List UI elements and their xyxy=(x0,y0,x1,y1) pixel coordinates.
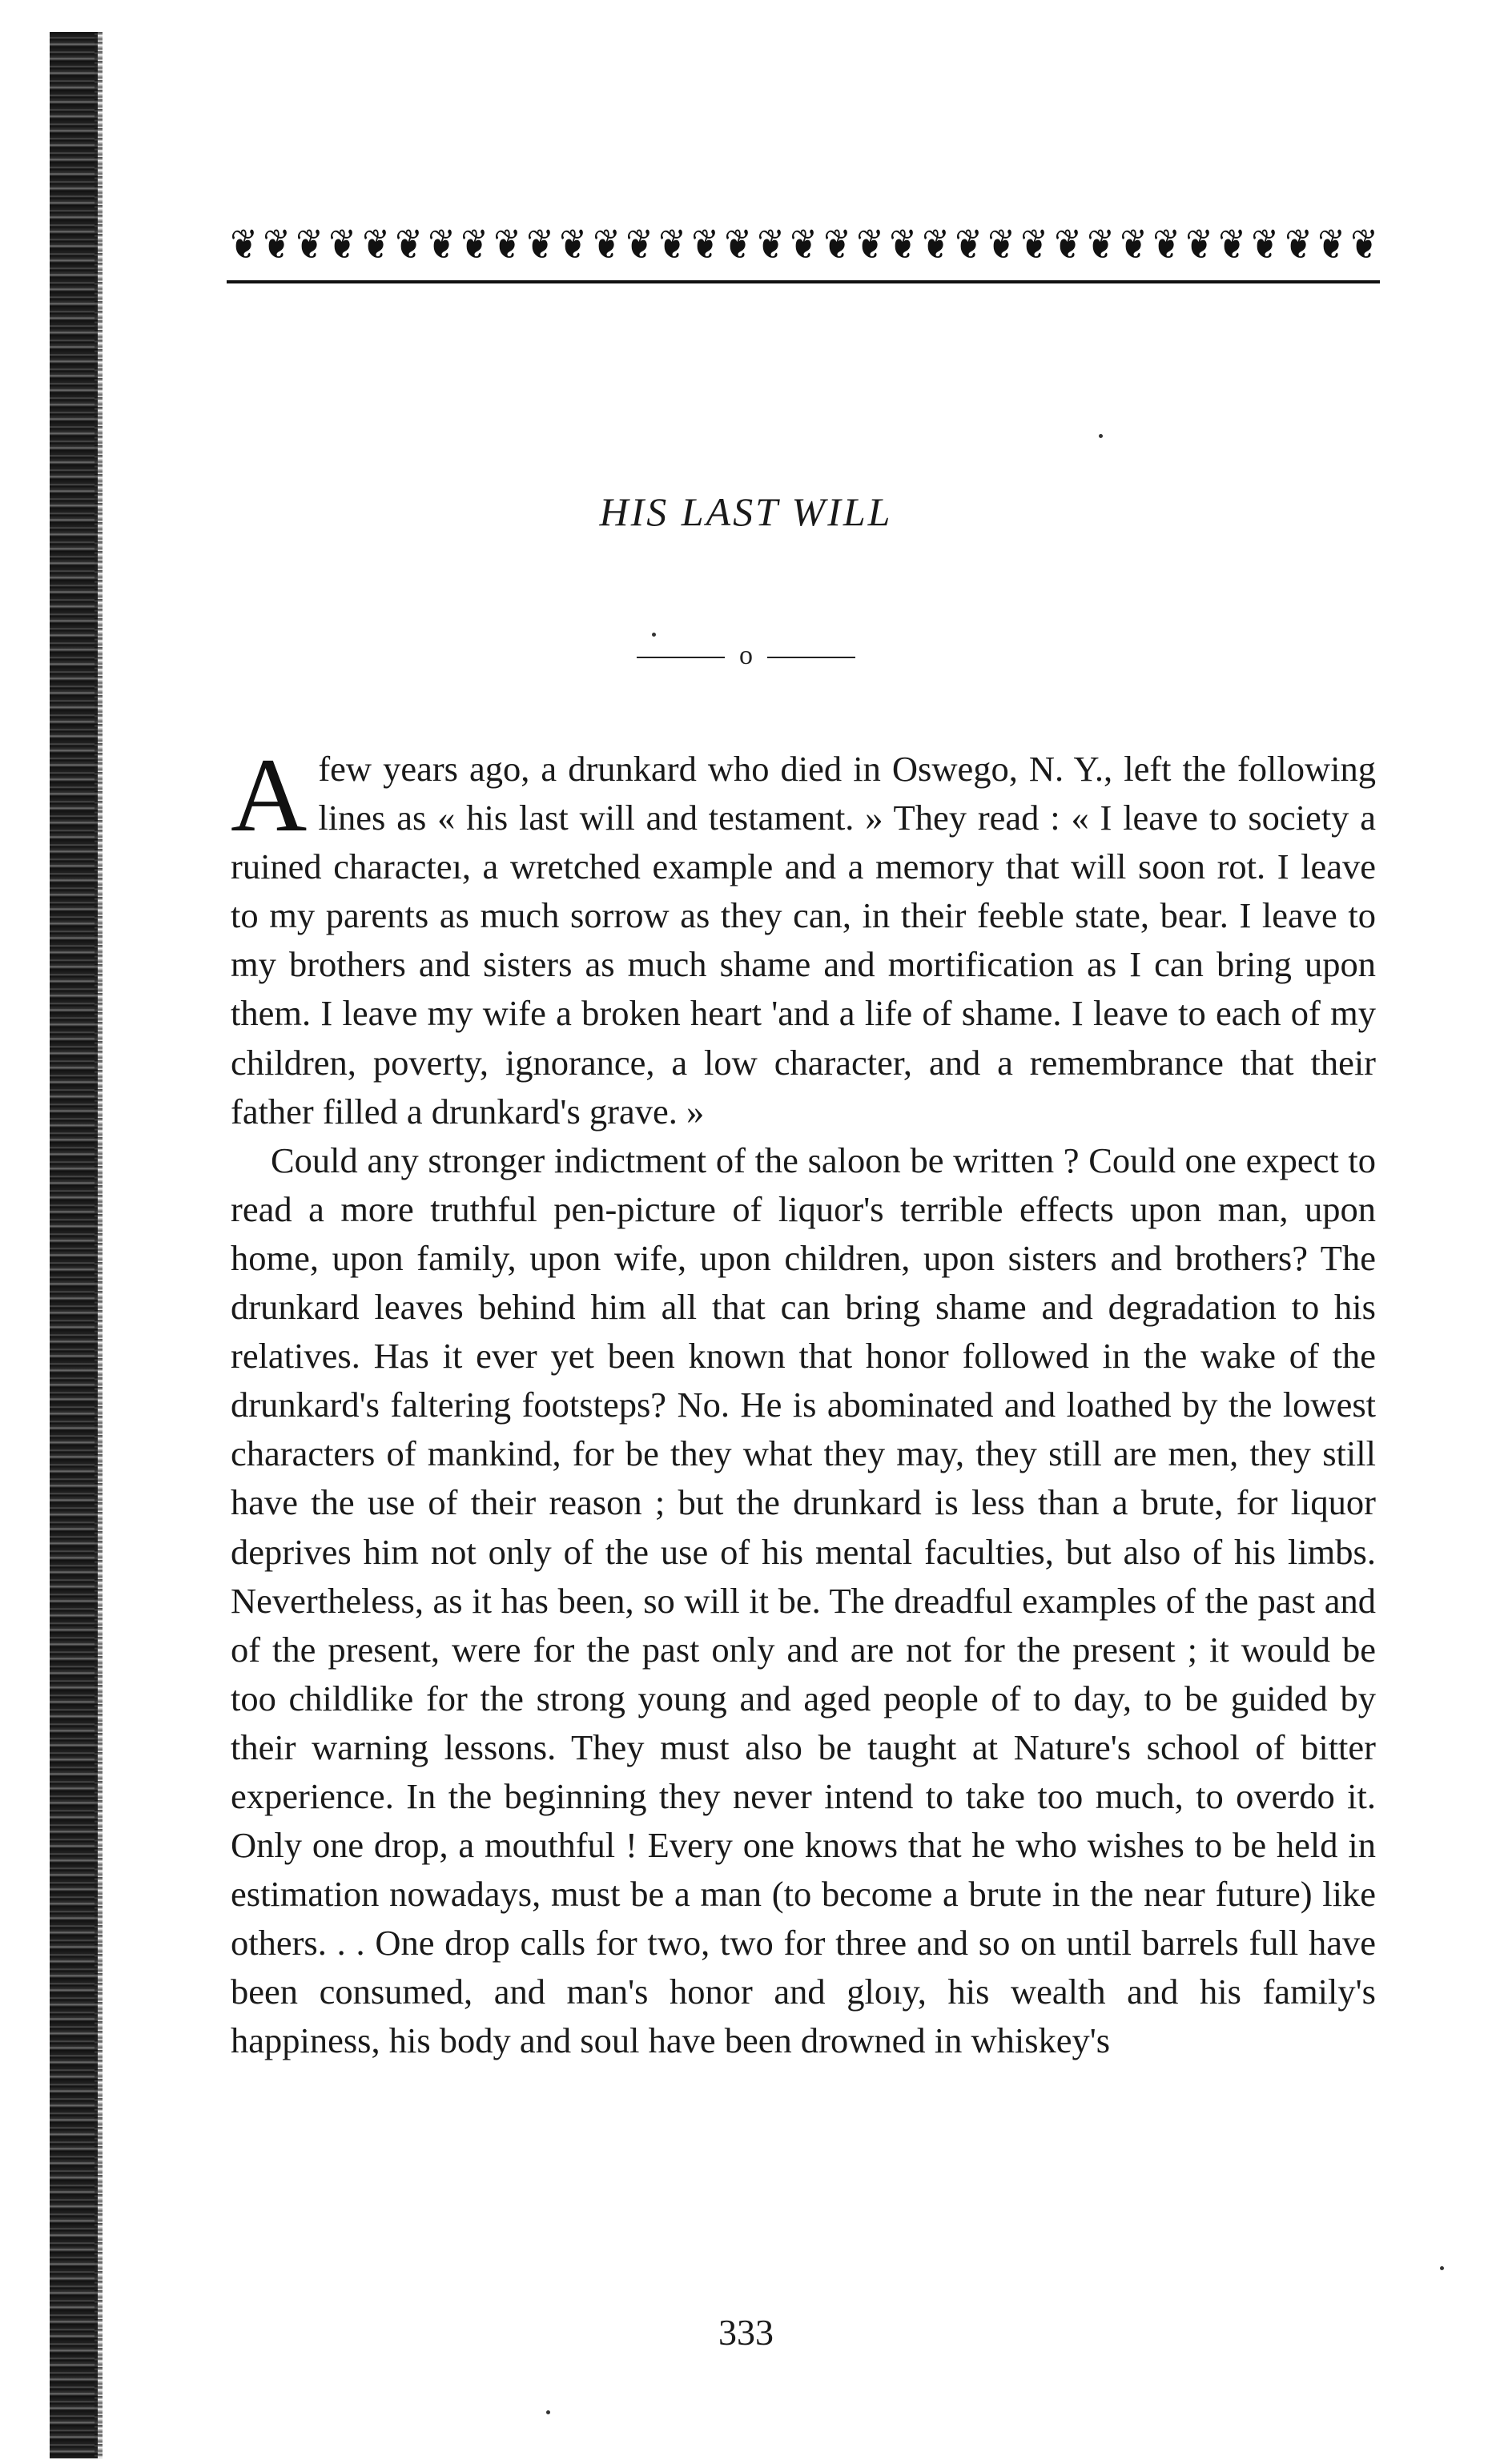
ornament-flourish-icon: ❦ xyxy=(757,221,785,269)
ornament-flourish-icon: ❦ xyxy=(1087,221,1115,269)
paragraph-1-text: few years ago, a drunkard who died in Oswego, N. Y., left the following lines as « his last will and testament. » They read : « I leave to society a ruined characteı, a wretched example and a memory that will soon rot. I leave to my parents as much sorrow as they can, in their feeble state, bear. I leave to my brothers and sisters as much shame and mortification as I can bring upon them. I leave my wife a broken heart 'and a life of shame. I leave to each of my children, poverty, ignorance, a low character, and a remembrance that their father filled a drunkard's grave. » xyxy=(231,749,1376,1132)
ornament-flourish-icon: ❦ xyxy=(296,221,324,269)
ornament-flourish-icon: ❦ xyxy=(1020,221,1048,269)
divider-dash-right xyxy=(767,657,855,658)
ornament-flourish-icon: ❦ xyxy=(526,221,554,269)
book-spine-edge xyxy=(50,32,98,2458)
ornament-flourish-icon: ❦ xyxy=(428,221,456,269)
print-speck xyxy=(546,2410,550,2414)
ornament-flourish-icon: ❦ xyxy=(856,221,884,269)
ornament-flourish-icon: ❦ xyxy=(823,221,851,269)
ornament-flourish-icon: ❦ xyxy=(625,221,654,269)
paragraph-1 xyxy=(231,736,1376,1136)
ornament-flourish-icon: ❦ xyxy=(1317,221,1345,269)
ornament-flourish-icon: ❦ xyxy=(1251,221,1279,269)
ornament-flourish-icon: ❦ xyxy=(889,221,917,269)
chapter-title: HIS LAST WILL xyxy=(599,489,893,534)
ornament-flourish-icon: ❦ xyxy=(362,221,390,269)
ornament-flourish-icon: ❦ xyxy=(559,221,587,269)
ornament-flourish-icon: ❦ xyxy=(1350,221,1378,269)
divider-mark: o xyxy=(739,641,753,670)
ornament-flourish-icon: ❦ xyxy=(691,221,719,269)
print-speck xyxy=(1099,434,1103,438)
ornament-flourish-icon: ❦ xyxy=(593,221,621,269)
ornament-flourish-icon: ❦ xyxy=(460,221,489,269)
drop-cap: A xyxy=(231,736,308,854)
ornament-flourish-icon: ❦ xyxy=(263,221,291,269)
ornament-flourish-icon: ❦ xyxy=(395,221,423,269)
header-ornament-band xyxy=(227,210,1380,269)
paragraph-2 xyxy=(231,1136,1376,2066)
ornament-flourish-icon: ❦ xyxy=(790,221,818,269)
ornament-flourish-icon: ❦ xyxy=(922,221,950,269)
divider-dash-left xyxy=(637,657,725,658)
ornament-flourish-icon: ❦ xyxy=(493,221,521,269)
ornament-flourish-icon: ❦ xyxy=(1185,221,1213,269)
ornament-flourish-icon: ❦ xyxy=(658,221,686,269)
ornament-flourish-icon: ❦ xyxy=(1120,221,1148,269)
print-speck xyxy=(1440,2266,1444,2270)
paragraph-2-text: Could any stronger indictment of the saloon be written ? Could one expect to read a more truthful pen-picture of liquor's terrible effects upon man, upon home, upon family, upon wife, upon children, upon sisters and brothers? The drunkard leaves behind him all that can bring shame and degradation to his relatives. Has it ever yet been known that honor followed in the wake of the drunkard's faltering footsteps? No. He is abominated and loathed by the lowest characters of mankind, for be they what they may, they still are men, they still have the use of their reason ; but the drunkard is less than a brute, for liquor deprives him not only of the use of his mental faculties, but also of his limbs. Nevertheless, as it has been, so will it be. The dreadful examples of the past and of the present, were for the past only and are not for the present ; it would be too childlike for the strong young and aged people of to day, to be guided by their warning lessons. They must also be taught at Nature's school of bitter experience. In the beginning they never intend to take too much, to overdo it. Only one drop, a mouthful ! Every one knows that he who wishes to be held in estimation nowadays, must be a man (to become a brute in the near future) like others. . . One drop calls for two, two for three and so on until barrels full have been consumed, and man's honor and gloıy, his wealth and his family's happiness, his body and soul have been drowned in whiskey's xyxy=(231,1140,1376,2061)
ornament-flourish-icon: ❦ xyxy=(1285,221,1313,269)
ornament-flourish-icon: ❦ xyxy=(724,221,752,269)
ornament-flourish-icon: ❦ xyxy=(1054,221,1082,269)
body-text xyxy=(231,736,1376,2066)
ornament-flourish-icon: ❦ xyxy=(230,221,258,269)
header-rule xyxy=(227,280,1380,283)
ornament-flourish-icon: ❦ xyxy=(987,221,1015,269)
print-speck xyxy=(652,633,656,637)
ornament-flourish-icon: ❦ xyxy=(328,221,356,269)
ornament-flourish-icon: ❦ xyxy=(1218,221,1246,269)
ornament-flourish-icon: ❦ xyxy=(955,221,983,269)
ornament-flourish-icon: ❦ xyxy=(1152,221,1180,269)
title-divider xyxy=(0,641,1492,671)
page-number: 333 xyxy=(718,2312,774,2353)
